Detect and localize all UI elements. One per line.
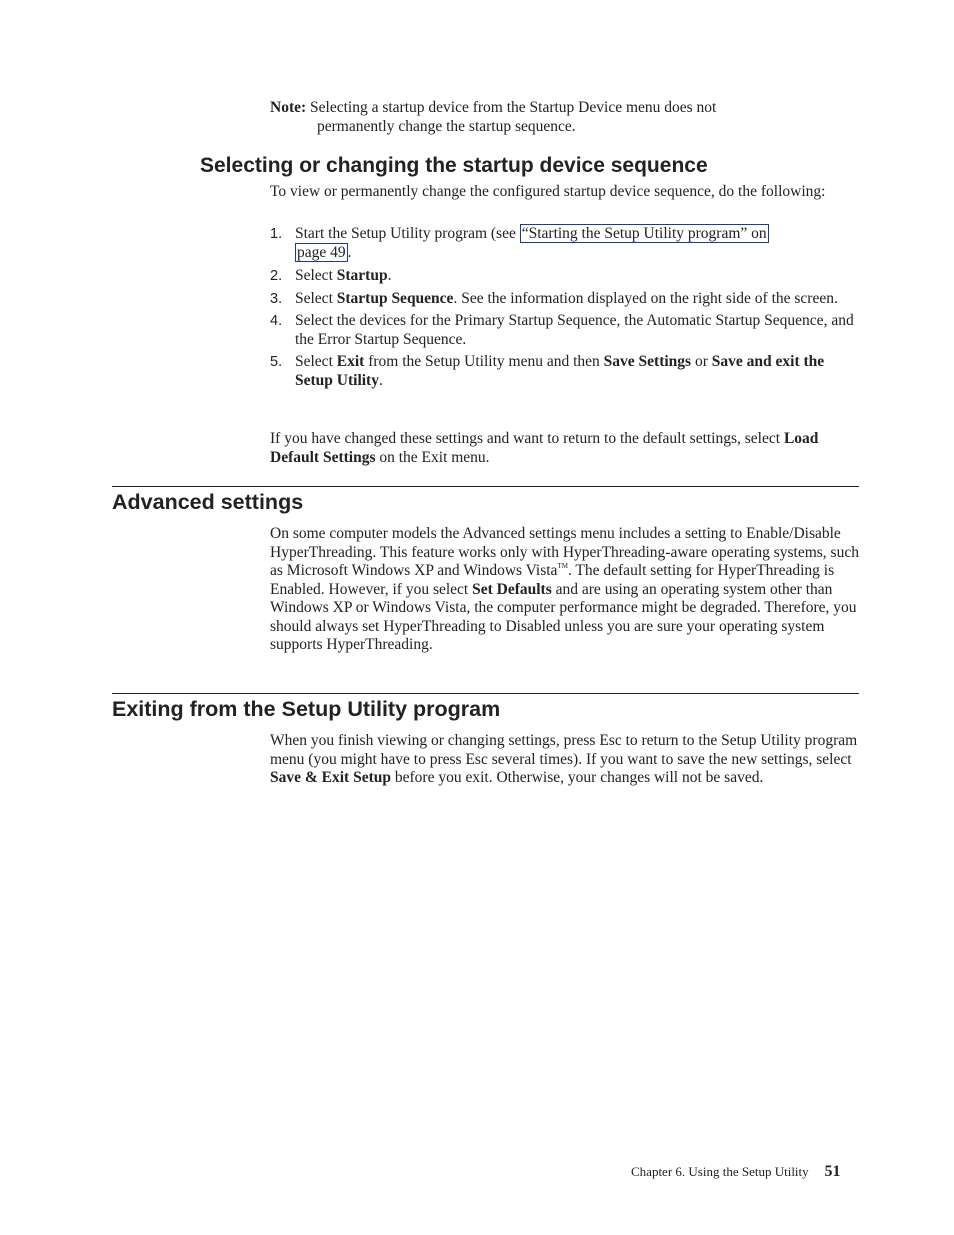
step-text-mid2: or: [691, 353, 712, 370]
note-text-line2: permanently change the startup sequence.: [317, 117, 576, 135]
section2-body: [270, 525, 860, 655]
section-divider: [112, 693, 859, 694]
cross-reference-link[interactable]: [520, 224, 769, 243]
exiting-bold: Save & Exit Setup: [270, 769, 391, 786]
step-text: Select: [295, 267, 337, 284]
footer-chapter: Chapter 6. Using the Setup Utility: [631, 1164, 809, 1179]
step-number: 1.: [270, 226, 283, 242]
step-number: 3.: [270, 290, 283, 307]
advanced-text-a: On some computer models the Advanced settings menu includes a setting to Enable/Disable HyperThreading. This feature works only with HyperThreading-aware operating systems, such as Microsoft Windows XP and Windows Vista: [270, 525, 859, 579]
step-text-mid1: from the Setup Utility menu and then: [364, 353, 604, 370]
step-text-end: .: [378, 371, 383, 389]
list-item: [270, 353, 860, 390]
link-text-part2[interactable]: page 49: [297, 243, 346, 261]
note: [270, 99, 860, 136]
step-number: 2.: [270, 268, 283, 284]
page-footer: [631, 1163, 841, 1182]
advanced-bold: Set Defaults: [472, 580, 552, 598]
step-text-end: .: [347, 243, 352, 261]
outro-text-end: on the Exit menu.: [375, 448, 490, 466]
trademark-mark: TM: [557, 562, 568, 570]
step-text-end: . See the information displayed on the right side of the screen.: [453, 289, 838, 307]
exiting-text-b: before you exit. Otherwise, your changes will not be saved.: [391, 769, 764, 786]
section1-outro: [270, 430, 860, 467]
section1-intro: To view or permanently change the configured startup device sequence, do the following:: [270, 183, 826, 200]
list-item: [270, 312, 860, 349]
advanced-text-b: . The default setting for HyperThreading is Enabled. However, if you select: [270, 562, 835, 598]
section-heading-startup-sequence: Selecting or changing the startup device sequence: [200, 154, 708, 177]
section-heading-exiting: Exiting from the Setup Utility program: [112, 697, 501, 721]
step-text: Start the Setup Utility program (see: [295, 225, 520, 242]
note-text-line1: Selecting a startup device from the Startup Device menu does not: [310, 99, 717, 116]
cross-reference-link-page[interactable]: [295, 243, 348, 262]
step-bold-exit: Exit: [336, 353, 365, 370]
step-bold: Startup: [336, 267, 388, 284]
step-bold-save-settings: Save Settings: [603, 353, 692, 370]
step-number: 4.: [270, 313, 283, 329]
exiting-text-a: When you finish viewing or changing settings, press Esc to return to the Setup Utility program menu (you might have to press Esc several times). If you want to save the new settings, select: [270, 732, 858, 768]
page-number: 51: [824, 1163, 841, 1180]
steps-list: [270, 225, 860, 390]
step-text-end: .: [387, 267, 392, 284]
note-label: Note:: [270, 99, 307, 116]
step-text: Select the devices for the Primary Startup Sequence, the Automatic Startup Sequence, and the Error Startup Sequence.: [295, 312, 854, 348]
list-item: [270, 290, 860, 309]
outro-bold: Load Default Settings: [270, 430, 819, 466]
list-item: [270, 225, 860, 262]
advanced-text-c: and are using an operating system other than Windows XP or Windows Vista, the computer performance might be degraded. Therefore, you should always set HyperThreading to Disabled unless you are sure your operating system supports HyperThreading.: [270, 580, 857, 653]
step-text: Select: [295, 353, 337, 370]
step-bold: Startup Sequence: [336, 289, 454, 307]
step-text: Select: [295, 289, 337, 307]
list-item: [270, 267, 860, 286]
link-text-part1[interactable]: “Starting the Setup Utility program” on: [521, 225, 767, 242]
step-bold-save-and-exit: Save and exit the Setup Utility: [295, 353, 825, 389]
section-divider: [112, 486, 859, 487]
step-number: 5.: [270, 354, 283, 370]
section-heading-advanced-settings: Advanced settings: [112, 490, 304, 514]
outro-text: If you have changed these settings and want to return to the default settings, select: [270, 430, 784, 447]
section3-body: [270, 732, 860, 788]
